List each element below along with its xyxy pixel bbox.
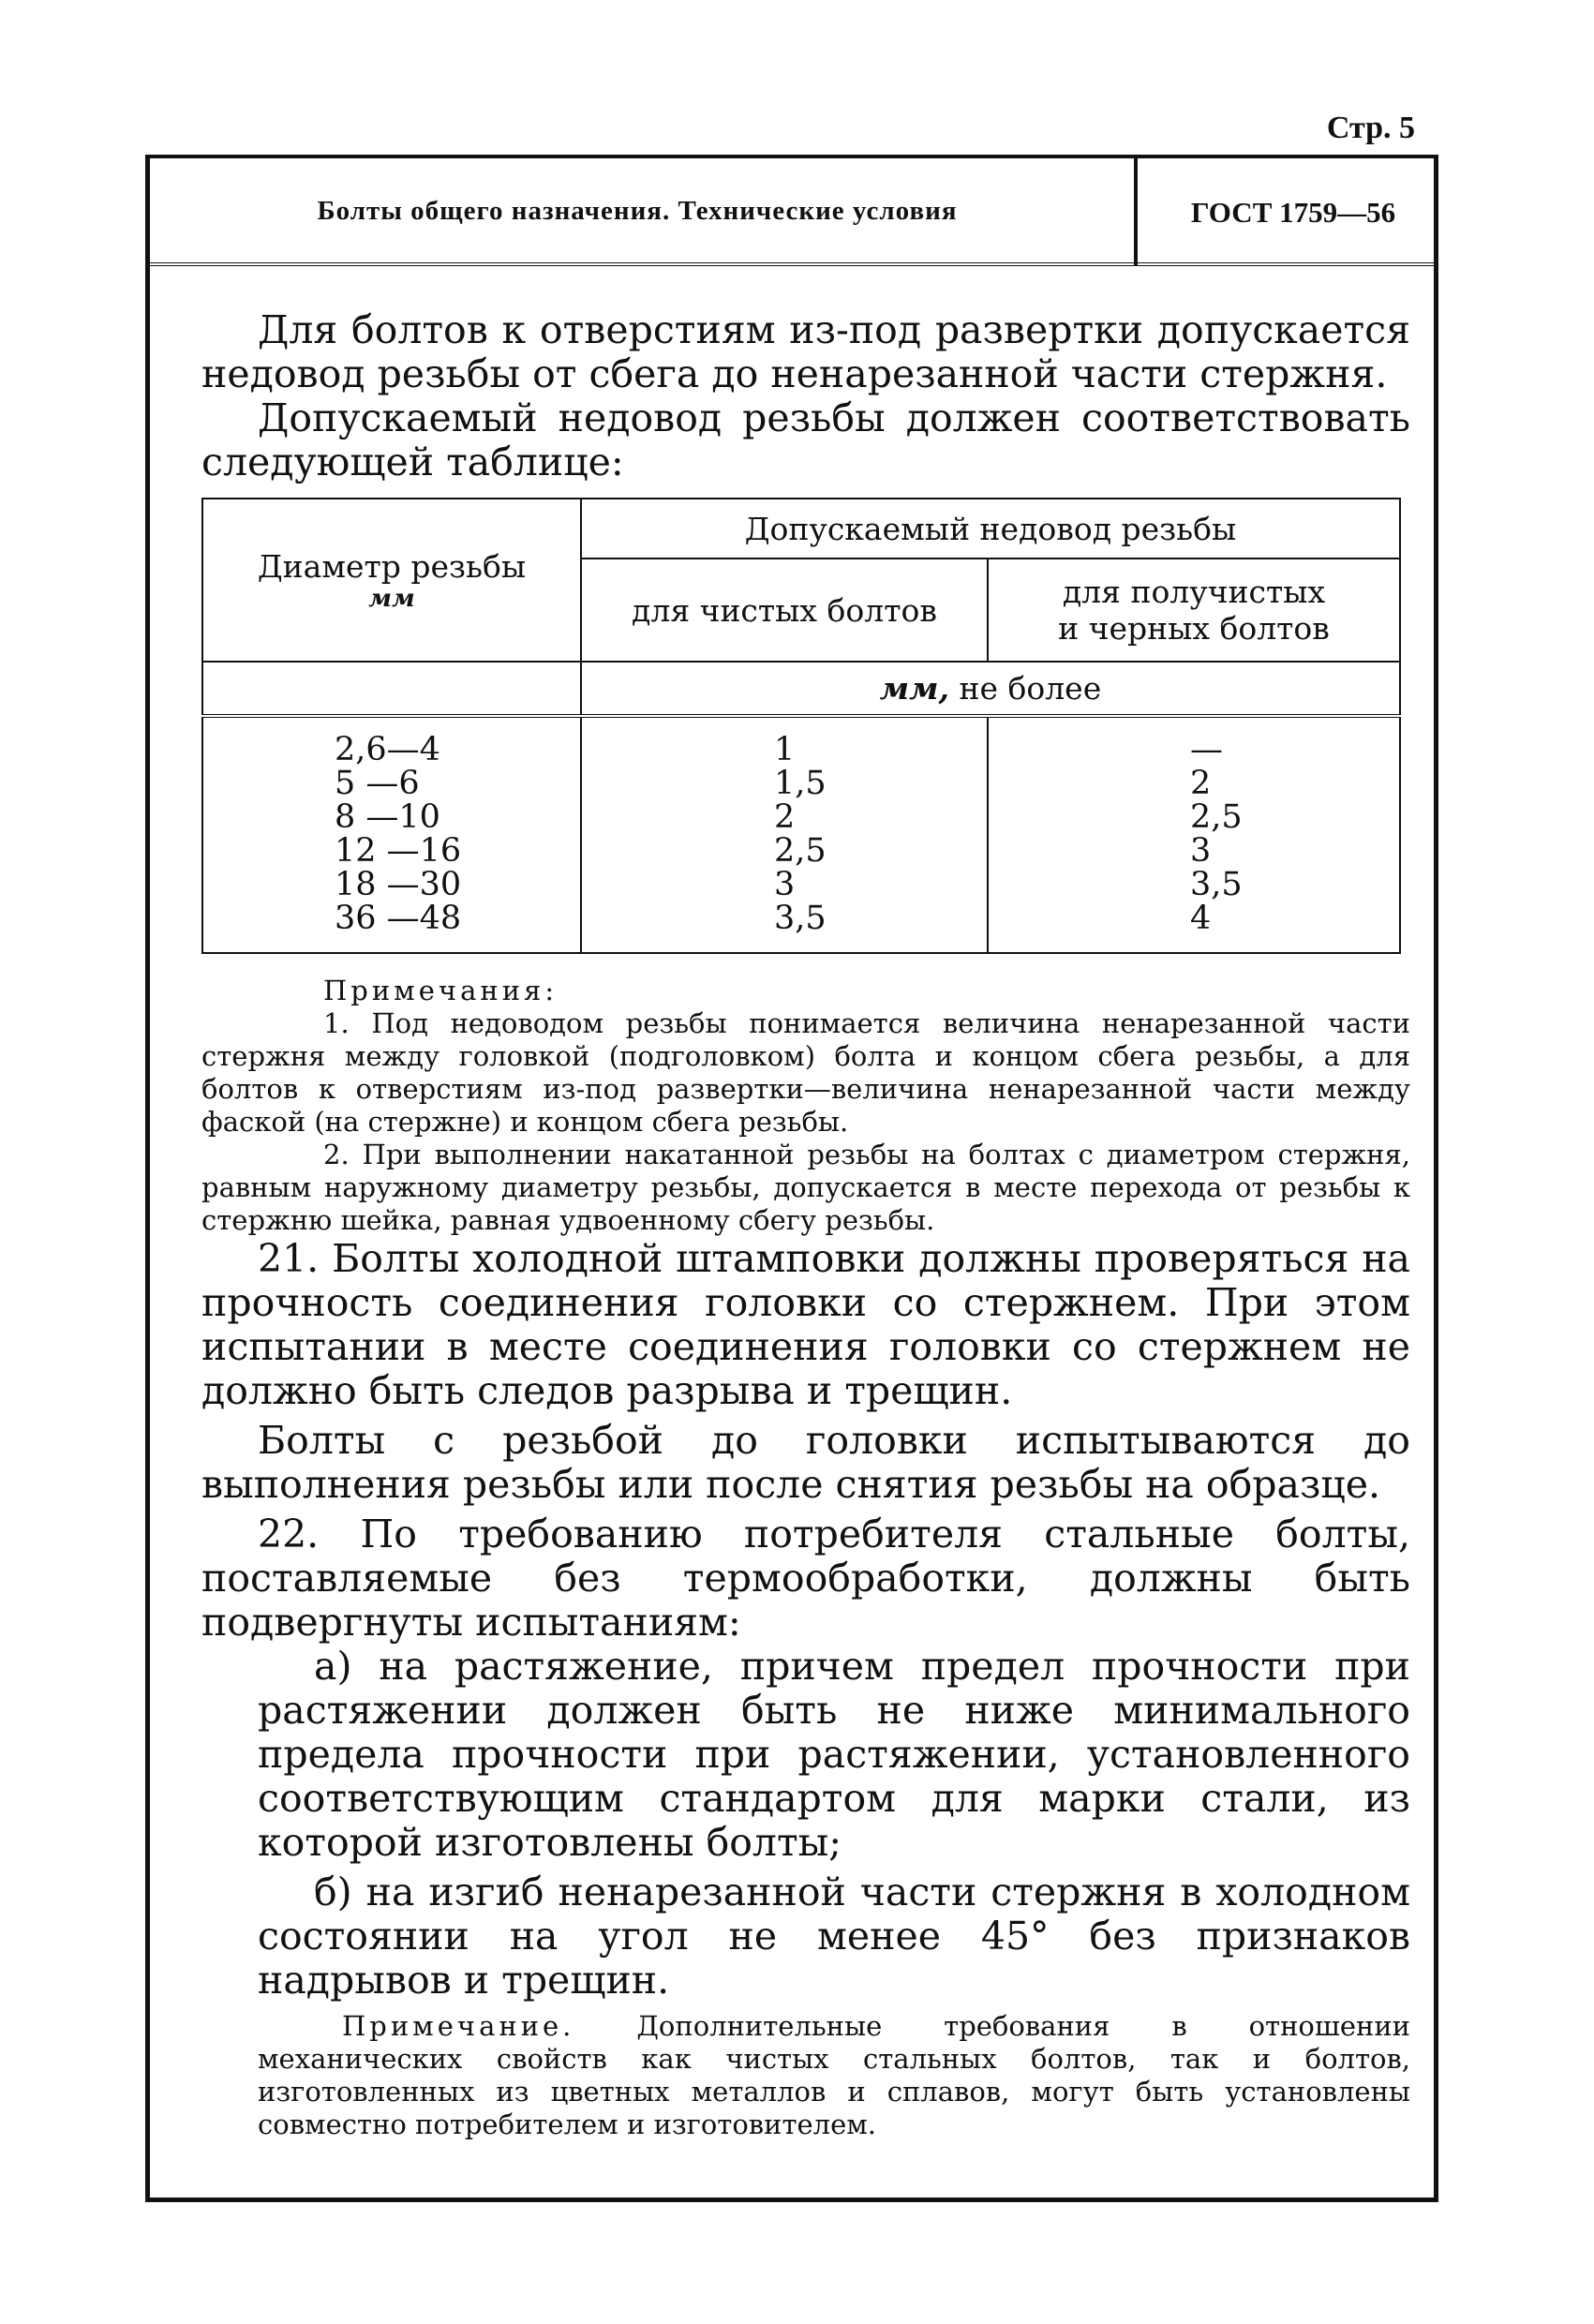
section-21-paragraph-2: Болты с резьбой до головки испытываются до выполнения резьбы или после снятия резьбы на образце. xyxy=(201,1418,1410,1507)
col-semi-header: для получистых и черных болтов xyxy=(988,559,1400,662)
header-divider xyxy=(1134,158,1138,266)
page-number: Стр. 5 xyxy=(1326,111,1415,145)
table-cell: 36 —48 xyxy=(335,900,462,937)
table-cell: 3 xyxy=(1190,832,1212,870)
table-cell: 2,5 xyxy=(774,832,827,870)
table-cell: 2 xyxy=(774,798,796,836)
table-cell: 2 xyxy=(1190,765,1212,802)
notes-heading: Примечания: xyxy=(323,975,559,1006)
thread-table xyxy=(201,498,1401,954)
units-row: мм, не более xyxy=(581,662,1400,716)
diameter-column xyxy=(202,716,581,953)
table-cell: 3,5 xyxy=(1190,866,1243,903)
standard-code: ГОСТ 1759—56 xyxy=(1190,196,1396,229)
note-2: 2. При выполнении накатанной резьбы на болтах с диаметром стержня, равным наружному диаметру резьбы, допускается в месте перехода от резьбы к стержню шейка, равная удвоенному сбегу резьбы. xyxy=(201,1139,1410,1236)
note-1: 1. Под недоводом резьбы понимается величина ненарезанной части стержня между головкой (подголовком) болта и концом сбега резьбы, а для болтов к отверстиям из-под развертки—величина ненарезанной части между фаской (на стержне) и концом сбега резьбы. xyxy=(201,1007,1410,1138)
group-header: Допускаемый недовод резьбы xyxy=(581,499,1400,559)
table-cell: 2,5 xyxy=(1190,798,1243,836)
main-content xyxy=(201,308,1410,2141)
table-cell: 4 xyxy=(1190,900,1212,937)
units-spacer xyxy=(202,662,581,716)
table-cell: 3,5 xyxy=(774,900,827,937)
final-note: Примечание. Дополнительные требования в отношении механических свойств как чистых стальных болтов, так и болтов, изготовленных из цветных металлов и сплавов, могут быть установлены совместно потребителем и изготовителем. xyxy=(258,2010,1410,2140)
table-cell: 2,6—4 xyxy=(335,731,440,768)
intro-paragraph-2: Допускаемый недовод резьбы должен соответствовать следующей таблице: xyxy=(201,395,1410,484)
table-cell: 18 —30 xyxy=(335,866,462,903)
document-header xyxy=(150,158,1434,266)
table-cell: 8 —10 xyxy=(335,798,440,836)
table-cell: 12 —16 xyxy=(335,832,462,870)
section-21-paragraph-1: 21. Болты холодной штамповки должны проверяться на прочность соединения головки со стержнем. При этом испытании в месте соединения головки со стержнем не должно быть следов разрыва и трещин. xyxy=(201,1236,1410,1413)
section-22-item-a: а) на растяжение, причем предел прочности при растяжении должен быть не ниже минимального предела прочности при растяжении, установленного соответствующим стандартом для марки стали, из которой изготовлены болты; xyxy=(258,1644,1410,1865)
clean-bolts-column xyxy=(581,716,988,953)
col-clean-header: для чистых болтов xyxy=(581,559,988,662)
section-22-paragraph: 22. По требованию потребителя стальные болты, поставляемые без термообработки, должны быть подвергнуты испытаниям: xyxy=(201,1512,1410,1645)
semi-clean-bolts-column xyxy=(988,716,1400,953)
page-frame xyxy=(145,155,1438,2202)
table-cell: — xyxy=(1190,731,1223,768)
intro-paragraph-1: Для болтов к отверстиям из-под развертки допускается недовод резьбы от сбега до ненарезанной части стержня. xyxy=(201,307,1410,396)
table-cell: 1 xyxy=(774,731,796,768)
col-diameter-header: Диаметр резьбы мм xyxy=(202,499,581,662)
section-22-item-b: б) на изгиб ненарезанной части стержня в холодном состоянии на угол не менее 45° без признаков надрывов и трещин. xyxy=(258,1870,1410,2003)
table-cell: 1,5 xyxy=(774,765,827,802)
table-cell: 3 xyxy=(774,866,796,903)
table-cell: 5 —6 xyxy=(335,765,420,802)
document-title: Болты общего назначения. Технические условия xyxy=(317,196,958,226)
